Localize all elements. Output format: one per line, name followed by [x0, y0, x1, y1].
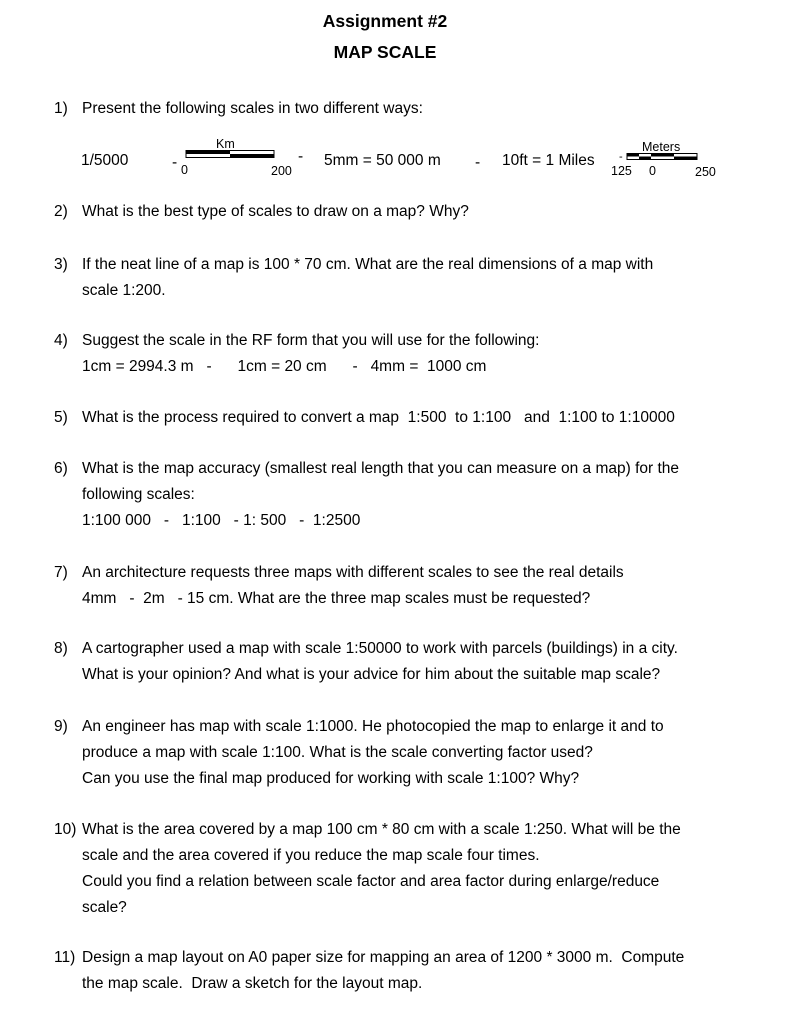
question-text: scale and the area covered if you reduce the map scale four times.: [82, 847, 540, 864]
page-title: Assignment #2: [322, 11, 448, 31]
question-text: 4mm - 2m - 15 cm. What are the three map scales must be requested?: [82, 590, 591, 607]
m-tick-250: 250: [695, 165, 716, 179]
page-subtitle: MAP SCALE: [333, 42, 437, 62]
m-tick-0: 0: [649, 164, 656, 178]
meters-bar-scale: [627, 153, 699, 163]
question-text: produce a map with scale 1:100. What is the scale converting factor used?: [82, 744, 593, 761]
question-text: following scales:: [82, 486, 195, 503]
separator-dash: -: [475, 154, 481, 171]
question-text: A cartographer used a map with scale 1:50000 to work with parcels (buildings) in a city.: [82, 640, 678, 657]
km-label: Km: [216, 137, 235, 151]
question-text: 1:100 000 - 1:100 - 1: 500 - 1:2500: [82, 512, 361, 529]
question-9: [54, 714, 664, 792]
separator-dash: -: [298, 148, 304, 165]
question-text: If the neat line of a map is 100 * 70 cm. What are the real dimensions of a map with: [82, 256, 654, 273]
question-number: 1): [54, 100, 68, 117]
question-text: Could you find a relation between scale factor and area factor during enlarge/reduce: [82, 873, 660, 890]
question-text: An architecture requests three maps with different scales to see the real details: [82, 564, 624, 581]
scale-verbal-miles: 10ft = 1 Miles: [502, 152, 595, 169]
question-text: An engineer has map with scale 1:1000. He photocopied the map to enlarge it and to: [82, 718, 664, 735]
km-tick-200: 200: [271, 164, 292, 178]
question-text: scale?: [82, 899, 127, 916]
question-number: 8): [54, 640, 68, 657]
question-4: [54, 328, 539, 380]
question-text: scale 1:200.: [82, 282, 166, 299]
m-tick-125: 125: [611, 164, 632, 178]
question-number: 6): [54, 460, 68, 477]
question-text: Design a map layout on A0 paper size for mapping an area of 1200 * 3000 m. Compute: [82, 949, 685, 966]
scale-fraction: 1/5000: [81, 152, 129, 169]
km-bar-scale: [186, 150, 276, 162]
separator-dash: -: [619, 151, 623, 163]
question-number: 10): [54, 821, 77, 838]
question-number: 11): [54, 949, 76, 966]
question-number: 7): [54, 564, 68, 581]
meters-label: Meters: [642, 140, 681, 154]
question-number: 3): [54, 256, 68, 273]
question-text: 1cm = 2994.3 m - 1cm = 20 cm - 4mm = 1000 cm: [82, 358, 487, 375]
question-3: [54, 252, 653, 304]
question-10: [54, 817, 681, 921]
scale-verbal: 5mm = 50 000 m: [324, 152, 441, 169]
question-text: What is the area covered by a map 100 cm * 80 cm with a scale 1:250. What will be the: [82, 821, 681, 838]
question-number: 9): [54, 718, 68, 735]
question-8: [54, 636, 678, 688]
question-5: [54, 405, 675, 431]
question-number: 5): [54, 409, 68, 426]
question-text: Suggest the scale in the RF form that you will use for the following:: [82, 332, 540, 349]
question-text: What is the process required to convert a map 1:500 to 1:100 and 1:100 to 1:10000: [82, 409, 675, 426]
question-6: [54, 456, 679, 534]
question-text: What is your opinion? And what is your advice for him about the suitable map scale?: [82, 666, 661, 683]
question-number: 2): [54, 203, 68, 220]
question-11: [54, 945, 684, 997]
question-text: What is the map accuracy (smallest real length that you can measure on a map) for the: [82, 460, 680, 477]
question-text: the map scale. Draw a sketch for the layout map.: [82, 975, 423, 992]
question-number: 4): [54, 332, 68, 349]
question-7: [54, 560, 624, 612]
question-1: [54, 96, 423, 122]
question-text: Can you use the final map produced for working with scale 1:100? Why?: [82, 770, 580, 787]
km-tick-0: 0: [181, 163, 188, 177]
question-text: Present the following scales in two different ways:: [82, 100, 423, 117]
question-2: [54, 199, 469, 225]
separator-dash: -: [172, 154, 178, 171]
question-text: What is the best type of scales to draw on a map? Why?: [82, 203, 469, 220]
